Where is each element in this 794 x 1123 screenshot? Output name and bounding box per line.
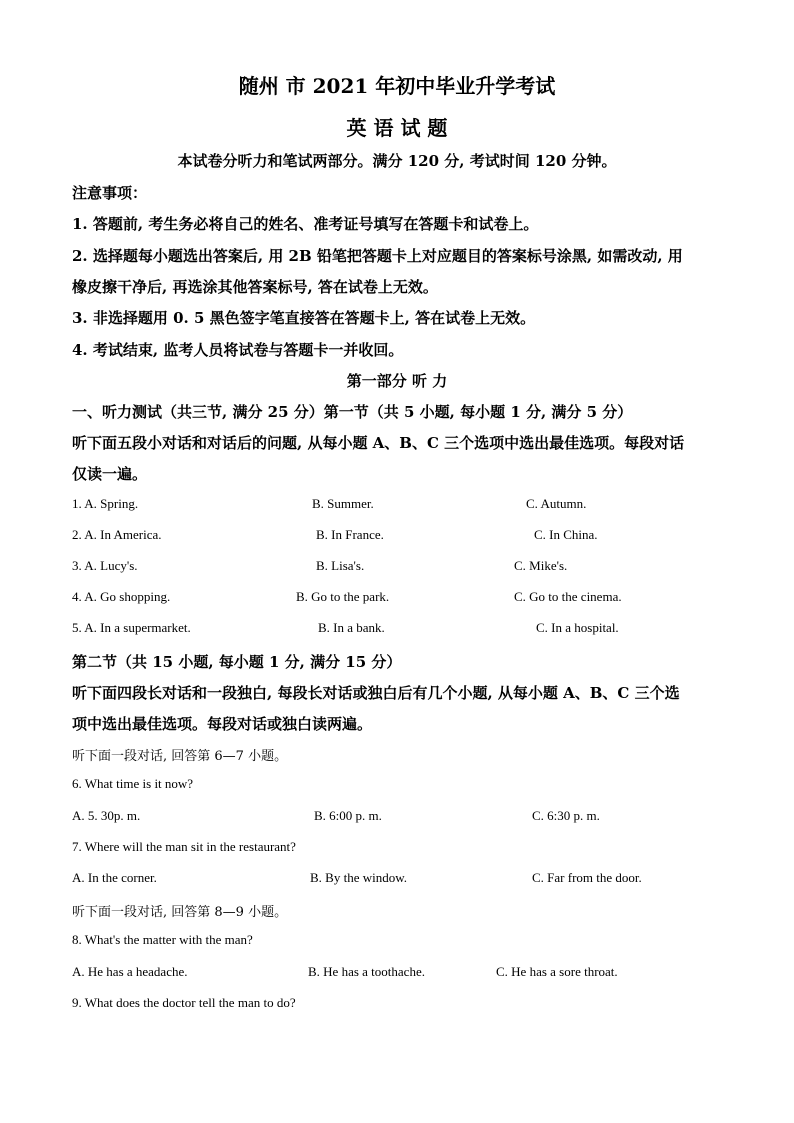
question-7-text: 7. Where will the man sit in the restaurant? (72, 839, 296, 854)
part1-title: 第一部分 听 力 (346, 372, 448, 390)
q8-option-c: C. He has a sore throat. (496, 964, 618, 979)
q7-option-b: B. By the window. (310, 870, 408, 885)
q1-option-c: C. Autumn. (526, 496, 587, 511)
exam-info: 本试卷分听力和笔试两部分。满分 120 分, 考试时间 120 分钟。 (177, 152, 617, 170)
notice-item-4: 4. 考试结束, 监考人员将试卷与答题卡一并收回。 (72, 341, 404, 359)
question-9-text: 9. What does the doctor tell the man to do? (72, 995, 296, 1010)
q4-option-c: C. Go to the cinema. (514, 589, 622, 604)
section1-heading: 一、听力测试（共三节, 满分 25 分）第一节（共 5 小题, 每小题 1 分, 满分 5 分） (72, 403, 633, 421)
dialog2-intro: 听下面一段对话, 回答第 8—9 小题。 (72, 905, 288, 920)
q7-option-a: A. In the corner. (72, 870, 157, 885)
q5-option-c: C. In a hospital. (536, 620, 619, 635)
q6-option-c: C. 6:30 p. m. (532, 808, 600, 823)
q3-option-b: B. Lisa's. (316, 558, 365, 573)
notice-heading: 注意事项： (72, 184, 148, 202)
q8-option-b: B. He has a toothache. (308, 964, 425, 979)
q7-option-c: C. Far from the door. (532, 870, 642, 885)
notice-item-1: 1. 答题前, 考生务必将自己的姓名、准考证号填写在答题卡和试卷上。 (72, 215, 539, 233)
q6-option-b: B. 6:00 p. m. (314, 808, 382, 823)
q5-option-b: B. In a bank. (318, 620, 385, 635)
q8-option-a: A. He has a headache. (72, 964, 188, 979)
notice-item-2: 2. 选择题每小题选出答案后, 用 2B 铅笔把答题卡上对应题目的答案标号涂黑, 如需改动, 用 (72, 247, 683, 265)
q5-option-a: 5. A. In a supermarket. (72, 620, 191, 635)
notice-item-3: 3. 非选择题用 0. 5 黑色签字笔直接答在答题卡上, 答在试卷上无效。 (72, 309, 536, 327)
q6-option-a: A. 5. 30p. m. (72, 808, 141, 823)
q4-option-b: B. Go to the park. (296, 589, 390, 604)
q2-option-a: 2. A. In America. (72, 527, 162, 542)
question-8-text: 8. What's the matter with the man? (72, 932, 253, 947)
q3-option-c: C. Mike's. (514, 558, 568, 573)
notice-item-2-cont: 橡皮擦干净后, 再选涂其他答案标号, 答在试卷上无效。 (72, 278, 438, 296)
section1-instruction: 听下面五段小对话和对话后的问题, 从每小题 A、B、C 三个选项中选出最佳选项。每段对话 (72, 434, 685, 452)
q3-option-a: 3. A. Lucy's. (72, 558, 138, 573)
q1-option-a: 1. A. Spring. (72, 496, 139, 511)
exam-subtitle: 英 语 试 题 (346, 116, 448, 140)
q1-option-b: B. Summer. (312, 496, 374, 511)
q2-option-c: C. In China. (534, 527, 598, 542)
exam-title: 随州 市 2021 年初中毕业升学考试 (238, 74, 556, 98)
q4-option-a: 4. A. Go shopping. (72, 589, 171, 604)
section2-heading: 第二节（共 15 小题, 每小题 1 分, 满分 15 分） (72, 653, 402, 671)
section1-instruction-cont: 仅读一遍。 (72, 465, 148, 483)
section2-instruction: 听下面四段长对话和一段独白, 每段长对话或独白后有几个小题, 从每小题 A、B、C 三个选 (72, 684, 680, 702)
dialog1-intro: 听下面一段对话, 回答第 6—7 小题。 (72, 749, 288, 764)
q2-option-b: B. In France. (316, 527, 384, 542)
section2-instruction-cont: 项中选出最佳选项。每段对话或独白读两遍。 (72, 715, 373, 733)
question-6-text: 6. What time is it now? (72, 776, 194, 791)
